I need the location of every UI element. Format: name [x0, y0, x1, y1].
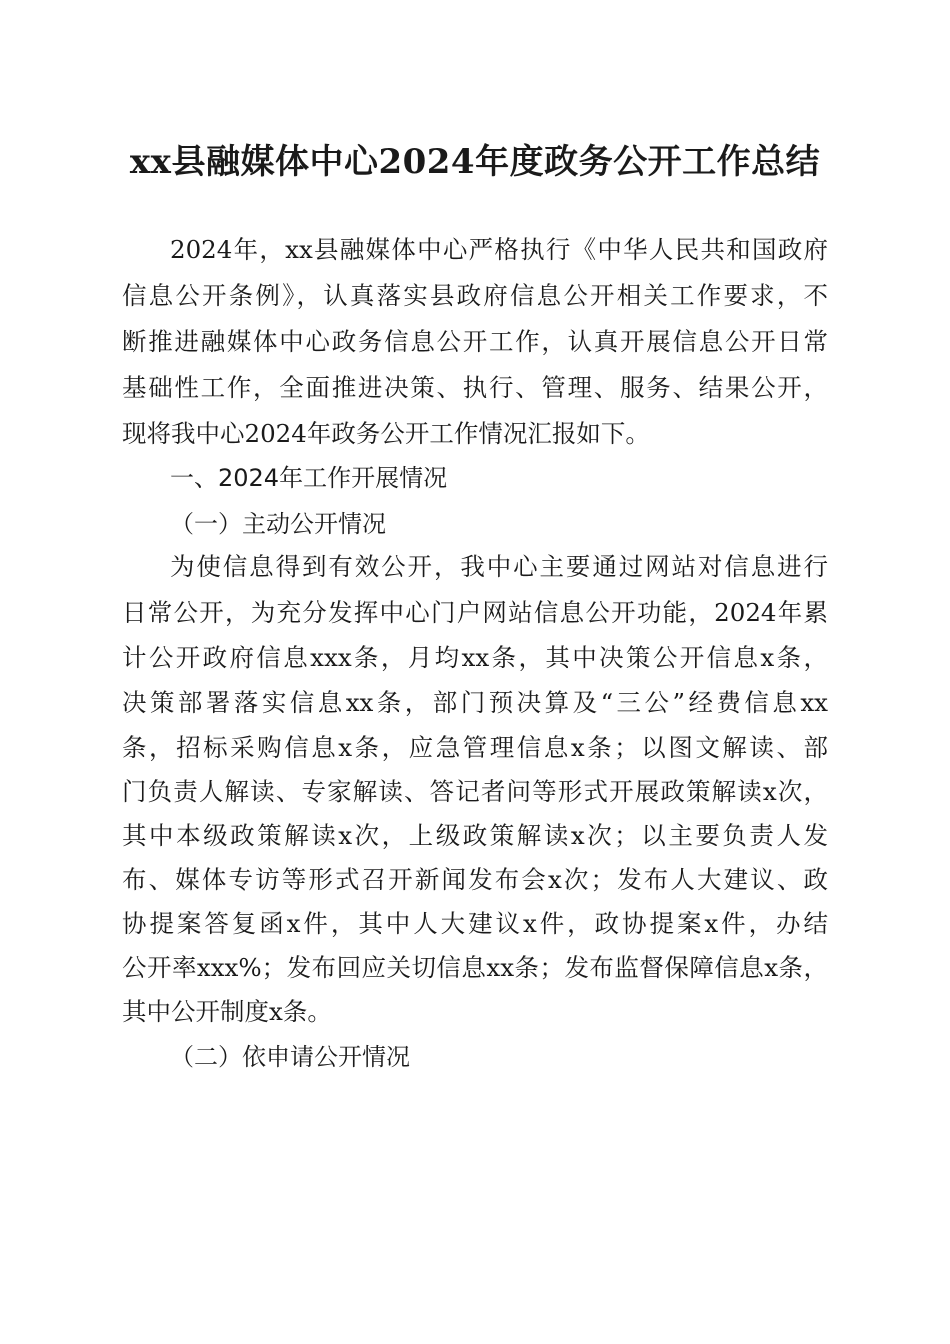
subsection-heading-1	[170, 507, 950, 541]
subsection-heading-2	[170, 1040, 950, 1074]
intro-line-1-text: 2024年，xx县融媒体中心严格执行《中华人民共和国政府	[170, 235, 828, 264]
body-line-9-text: 协提案答复函x件，其中人大建议x件，政协提案x件，办结	[122, 909, 828, 938]
intro-line-1	[170, 233, 950, 267]
intro-line-5	[122, 417, 950, 451]
body-line-11	[122, 995, 950, 1029]
body-line-11-text: 其中公开制度x条。	[122, 997, 332, 1026]
intro-line-4	[122, 371, 950, 405]
subsection-heading-1-text: （一）主动公开情况	[170, 510, 386, 538]
body-line-4-text: 决策部署落实信息xx条，部门预决算及“三公”经费信息xx	[122, 688, 828, 717]
body-line-9	[122, 907, 950, 941]
section-heading-1	[170, 461, 950, 495]
body-line-2	[122, 596, 950, 630]
document-title: xx县融媒体中心2024年度政务公开工作总结	[129, 142, 821, 182]
body-line-5-text: 条，招标采购信息x条，应急管理信息x条；以图文解读、部	[122, 733, 828, 762]
intro-line-5-text: 现将我中心2024年政务公开工作情况汇报如下。	[122, 419, 650, 448]
body-line-8-text: 布、媒体专访等形式召开新闻发布会x次；发布人大建议、政	[122, 865, 828, 894]
body-line-6-text: 门负责人解读、专家解读、答记者问等形式开展政策解读x次，	[122, 777, 828, 806]
body-line-10-text: 公开率xxx%；发布回应关切信息xx条；发布监督保障信息x条，	[122, 953, 828, 982]
body-line-3-text: 计公开政府信息xxx条，月均xx条，其中决策公开信息x条，	[122, 643, 828, 672]
subsection-heading-2-text: （二）依申请公开情况	[170, 1043, 410, 1071]
body-line-7	[122, 819, 950, 853]
body-line-4	[122, 686, 950, 720]
intro-line-3	[122, 325, 950, 359]
body-line-2-text: 日常公开，为充分发挥中心门户网站信息公开功能，2024年累	[122, 598, 828, 627]
intro-line-2-text: 信息公开条例》，认真落实县政府信息公开相关工作要求，不	[122, 281, 828, 310]
intro-line-4-text: 基础性工作，全面推进决策、执行、管理、服务、结果公开，	[122, 373, 828, 402]
body-line-1	[170, 550, 950, 584]
body-line-6	[122, 775, 950, 809]
intro-line-2	[122, 279, 950, 313]
intro-line-3-text: 断推进融媒体中心政务信息公开工作，认真开展信息公开日常	[122, 327, 828, 356]
body-line-1-text: 为使信息得到有效公开，我中心主要通过网站对信息进行	[170, 552, 828, 581]
body-line-5	[122, 731, 950, 765]
body-line-8	[122, 863, 950, 897]
section-heading-1-text: 一、2024年工作开展情况	[170, 464, 448, 492]
body-line-3	[122, 641, 950, 675]
body-line-7-text: 其中本级政策解读x次，上级政策解读x次；以主要负责人发	[122, 821, 828, 850]
body-line-10	[122, 951, 950, 985]
